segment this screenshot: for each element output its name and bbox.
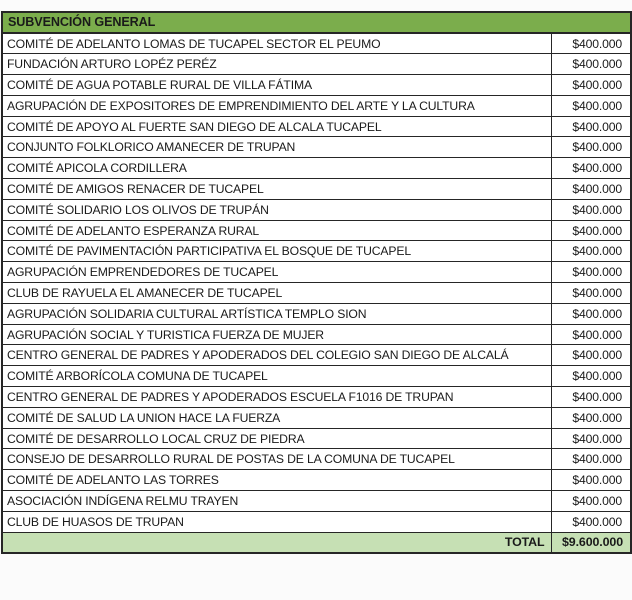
table-row — [2, 407, 631, 428]
organization-name: AGRUPACIÓN SOCIAL Y TURISTICA FUERZA DE MUJER — [2, 324, 551, 345]
table-title: SUBVENCIÓN GENERAL — [2, 12, 631, 33]
organization-name: COMITÉ DE AGUA POTABLE RURAL DE VILLA FÁTIMA — [2, 75, 551, 96]
amount-cell: $400.000 — [551, 158, 631, 179]
amount-cell: $400.000 — [551, 199, 631, 220]
organization-name: COMITÉ ARBORÍCOLA COMUNA DE TUCAPEL — [2, 366, 551, 387]
organization-name: CENTRO GENERAL DE PADRES Y APODERADOS DEL COLEGIO SAN DIEGO DE ALCALÁ — [2, 345, 551, 366]
amount-cell: $400.000 — [551, 33, 631, 54]
organization-name: AGRUPACIÓN EMPRENDEDORES DE TUCAPEL — [2, 262, 551, 283]
amount-cell: $400.000 — [551, 470, 631, 491]
organization-name: AGRUPACIÓN DE EXPOSITORES DE EMPRENDIMIENTO DEL ARTE Y LA CULTURA — [2, 95, 551, 116]
table-row — [2, 491, 631, 512]
organization-name: COMITÉ DE ADELANTO LAS TORRES — [2, 470, 551, 491]
amount-cell: $400.000 — [551, 491, 631, 512]
table-row — [2, 54, 631, 75]
organization-name: COMITÉ DE DESARROLLO LOCAL CRUZ DE PIEDRA — [2, 428, 551, 449]
amount-cell: $400.000 — [551, 220, 631, 241]
amount-cell: $400.000 — [551, 54, 631, 75]
organization-name: COMITÉ DE ADELANTO LOMAS DE TUCAPEL SECTOR EL PEUMO — [2, 33, 551, 54]
amount-cell: $400.000 — [551, 116, 631, 137]
amount-cell: $400.000 — [551, 345, 631, 366]
amount-cell: $400.000 — [551, 511, 631, 532]
table-row — [2, 428, 631, 449]
table-row — [2, 283, 631, 304]
subvention-table — [1, 11, 632, 554]
amount-cell: $400.000 — [551, 283, 631, 304]
amount-cell: $400.000 — [551, 137, 631, 158]
organization-name: COMITÉ SOLIDARIO LOS OLIVOS DE TRUPÁN — [2, 199, 551, 220]
organization-name: COMITÉ DE AMIGOS RENACER DE TUCAPEL — [2, 179, 551, 200]
table-header-row — [2, 12, 631, 33]
table-body — [2, 33, 631, 532]
amount-cell: $400.000 — [551, 407, 631, 428]
organization-name: CONJUNTO FOLKLORICO AMANECER DE TRUPAN — [2, 137, 551, 158]
organization-name: COMITÉ DE SALUD LA UNION HACE LA FUERZA — [2, 407, 551, 428]
table-row — [2, 449, 631, 470]
table-row — [2, 199, 631, 220]
table-row — [2, 366, 631, 387]
amount-cell: $400.000 — [551, 449, 631, 470]
table-row — [2, 158, 631, 179]
total-value: $9.600.000 — [551, 532, 631, 553]
organization-name: CLUB DE HUASOS DE TRUPAN — [2, 511, 551, 532]
organization-name: AGRUPACIÓN SOLIDARIA CULTURAL ARTÍSTICA TEMPLO SION — [2, 303, 551, 324]
table-row — [2, 95, 631, 116]
organization-name: COMITÉ APICOLA CORDILLERA — [2, 158, 551, 179]
organization-name: FUNDACIÓN ARTURO LOPÉZ PERÉZ — [2, 54, 551, 75]
total-row — [2, 532, 631, 553]
amount-cell: $400.000 — [551, 387, 631, 408]
organization-name: ASOCIACIÓN INDÍGENA RELMU TRAYEN — [2, 491, 551, 512]
table-row — [2, 324, 631, 345]
table-row — [2, 345, 631, 366]
amount-cell: $400.000 — [551, 366, 631, 387]
table-row — [2, 137, 631, 158]
organization-name: COMITÉ DE ADELANTO ESPERANZA RURAL — [2, 220, 551, 241]
table-row — [2, 303, 631, 324]
table-row — [2, 470, 631, 491]
organization-name: COMITÉ DE PAVIMENTACIÓN PARTICIPATIVA EL BOSQUE DE TUCAPEL — [2, 241, 551, 262]
amount-cell: $400.000 — [551, 428, 631, 449]
amount-cell: $400.000 — [551, 75, 631, 96]
amount-cell: $400.000 — [551, 95, 631, 116]
table-row — [2, 387, 631, 408]
organization-name: COMITÉ DE APOYO AL FUERTE SAN DIEGO DE ALCALA TUCAPEL — [2, 116, 551, 137]
table-row — [2, 75, 631, 96]
amount-cell: $400.000 — [551, 179, 631, 200]
organization-name: CONSEJO DE DESARROLLO RURAL DE POSTAS DE LA COMUNA DE TUCAPEL — [2, 449, 551, 470]
table-row — [2, 179, 631, 200]
organization-name: CLUB DE RAYUELA EL AMANECER DE TUCAPEL — [2, 283, 551, 304]
amount-cell: $400.000 — [551, 262, 631, 283]
table-row — [2, 116, 631, 137]
subvention-table-container — [1, 11, 630, 554]
amount-cell: $400.000 — [551, 324, 631, 345]
table-row — [2, 220, 631, 241]
table-row — [2, 33, 631, 54]
table-row — [2, 511, 631, 532]
amount-cell: $400.000 — [551, 241, 631, 262]
table-row — [2, 241, 631, 262]
amount-cell: $400.000 — [551, 303, 631, 324]
table-row — [2, 262, 631, 283]
organization-name: CENTRO GENERAL DE PADRES Y APODERADOS ESCUELA F1016 DE TRUPAN — [2, 387, 551, 408]
total-label: TOTAL — [2, 532, 551, 553]
